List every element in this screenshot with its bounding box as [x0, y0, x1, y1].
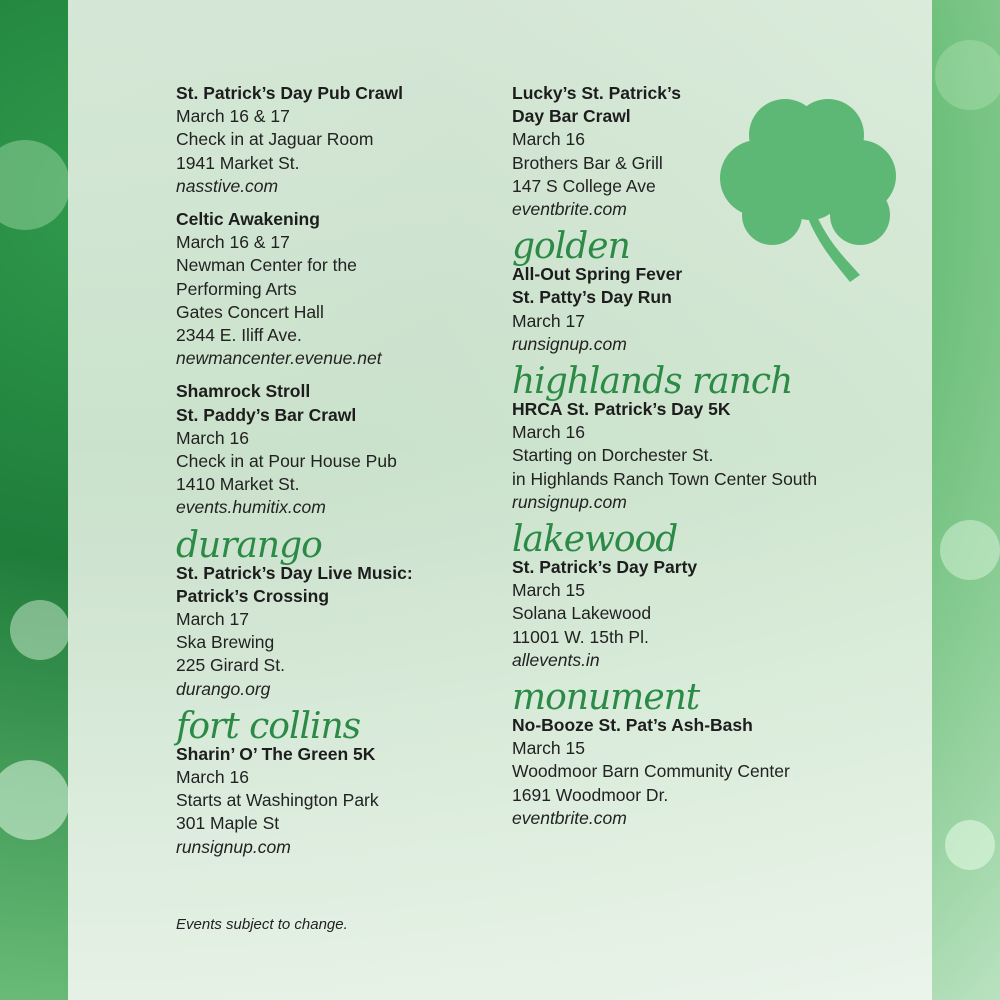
event-detail: 2344 E. Iliff Ave.: [176, 325, 302, 346]
event-detail: March 17: [512, 310, 585, 331]
event-title: Lucky’s St. Patrick’s: [512, 83, 681, 103]
event-detail: March 16 & 17: [176, 106, 290, 127]
event-detail: Performing Arts: [176, 278, 297, 299]
event-title: Sharin’ O’ The Green 5K: [176, 743, 376, 764]
bokeh-light: [0, 140, 70, 230]
event-listing: [176, 380, 496, 519]
event-detail: 1941 Market St.: [176, 152, 300, 173]
event-listing: [512, 263, 872, 356]
event-title: St. Patrick’s Day Pub Crawl: [176, 83, 403, 103]
event-listing: [176, 743, 496, 859]
event-detail: Starting on Dorchester St.: [512, 445, 714, 466]
city-heading: lakewood: [512, 519, 678, 561]
event-title: Shamrock Stroll: [176, 381, 311, 402]
event-listing: [512, 556, 872, 672]
event-listing: [176, 562, 496, 701]
event-detail: March 16: [512, 129, 585, 150]
event-detail: 147 S College Ave: [512, 175, 656, 196]
event-detail: Check in at Pour House Pub: [176, 451, 397, 472]
footer-note: Events subject to change.: [176, 916, 348, 933]
event-detail: 1410 Market St.: [176, 474, 300, 495]
event-title: St. Paddy’s Bar Crawl: [176, 404, 357, 425]
city-heading: durango: [176, 524, 322, 566]
event-detail: March 16 & 17: [176, 232, 290, 253]
event-title: St. Patrick’s Day Party: [512, 557, 698, 578]
event-detail: March 16: [512, 422, 585, 443]
event-title: HRCA St. Patrick’s Day 5K: [512, 399, 731, 420]
event-detail: Starts at Washington Park: [176, 790, 379, 811]
event-link[interactable]: eventbrite.com: [512, 807, 627, 828]
event-link[interactable]: nasstive.com: [176, 175, 279, 196]
event-title: St. Patrick’s Day Live Music:: [176, 562, 413, 583]
event-link[interactable]: allevents.in: [512, 649, 600, 670]
event-detail: 11001 W. 15th Pl.: [512, 626, 649, 647]
event-title: Day Bar Crawl: [512, 106, 631, 127]
event-detail: March 15: [512, 580, 585, 601]
event-title: Celtic Awakening: [176, 209, 320, 230]
bokeh-light: [935, 40, 1000, 110]
event-detail: Gates Concert Hall: [176, 301, 324, 322]
bokeh-light: [0, 760, 70, 840]
event-detail: 1691 Woodmoor Dr.: [512, 784, 669, 805]
event-link[interactable]: runsignup.com: [512, 491, 627, 512]
event-listing: [512, 714, 872, 830]
event-title: Patrick’s Crossing: [176, 585, 330, 606]
event-listing: [176, 82, 496, 198]
city-heading: fort collins: [176, 705, 361, 747]
city-heading: highlands ranch: [512, 361, 793, 403]
event-link[interactable]: eventbrite.com: [512, 199, 627, 220]
event-detail: Woodmoor Barn Community Center: [512, 761, 790, 782]
right-column: [512, 82, 872, 840]
event-detail: March 17: [176, 609, 249, 630]
event-title: St. Patty’s Day Run: [512, 287, 672, 308]
bokeh-light: [945, 820, 995, 870]
bokeh-light: [10, 600, 70, 660]
event-link[interactable]: runsignup.com: [176, 836, 291, 857]
event-detail: Brothers Bar & Grill: [512, 152, 663, 173]
event-link[interactable]: newmancenter.evenue.net: [176, 348, 382, 369]
event-link[interactable]: durango.org: [176, 678, 271, 699]
bokeh-light: [940, 520, 1000, 580]
event-detail: 301 Maple St: [176, 813, 280, 834]
event-detail: March 16: [176, 427, 249, 448]
event-detail: Ska Brewing: [176, 632, 275, 653]
event-listing: [512, 398, 872, 514]
left-column: [176, 82, 496, 869]
event-listing: [176, 208, 496, 370]
event-title: No-Booze St. Pat’s Ash-Bash: [512, 715, 753, 736]
event-detail: Check in at Jaguar Room: [176, 129, 374, 150]
event-title: All-Out Spring Fever: [512, 264, 683, 285]
event-detail: Newman Center for the: [176, 255, 357, 276]
city-heading: golden: [512, 226, 630, 268]
event-detail: in Highlands Ranch Town Center South: [512, 468, 818, 489]
event-detail: Solana Lakewood: [512, 603, 652, 624]
event-listing: [512, 82, 872, 221]
event-link[interactable]: runsignup.com: [512, 333, 627, 354]
event-detail: March 16: [176, 767, 249, 788]
city-heading: monument: [512, 677, 700, 719]
event-link[interactable]: events.humitix.com: [176, 497, 326, 518]
event-detail: 225 Girard St.: [176, 655, 285, 676]
event-detail: March 15: [512, 738, 585, 759]
